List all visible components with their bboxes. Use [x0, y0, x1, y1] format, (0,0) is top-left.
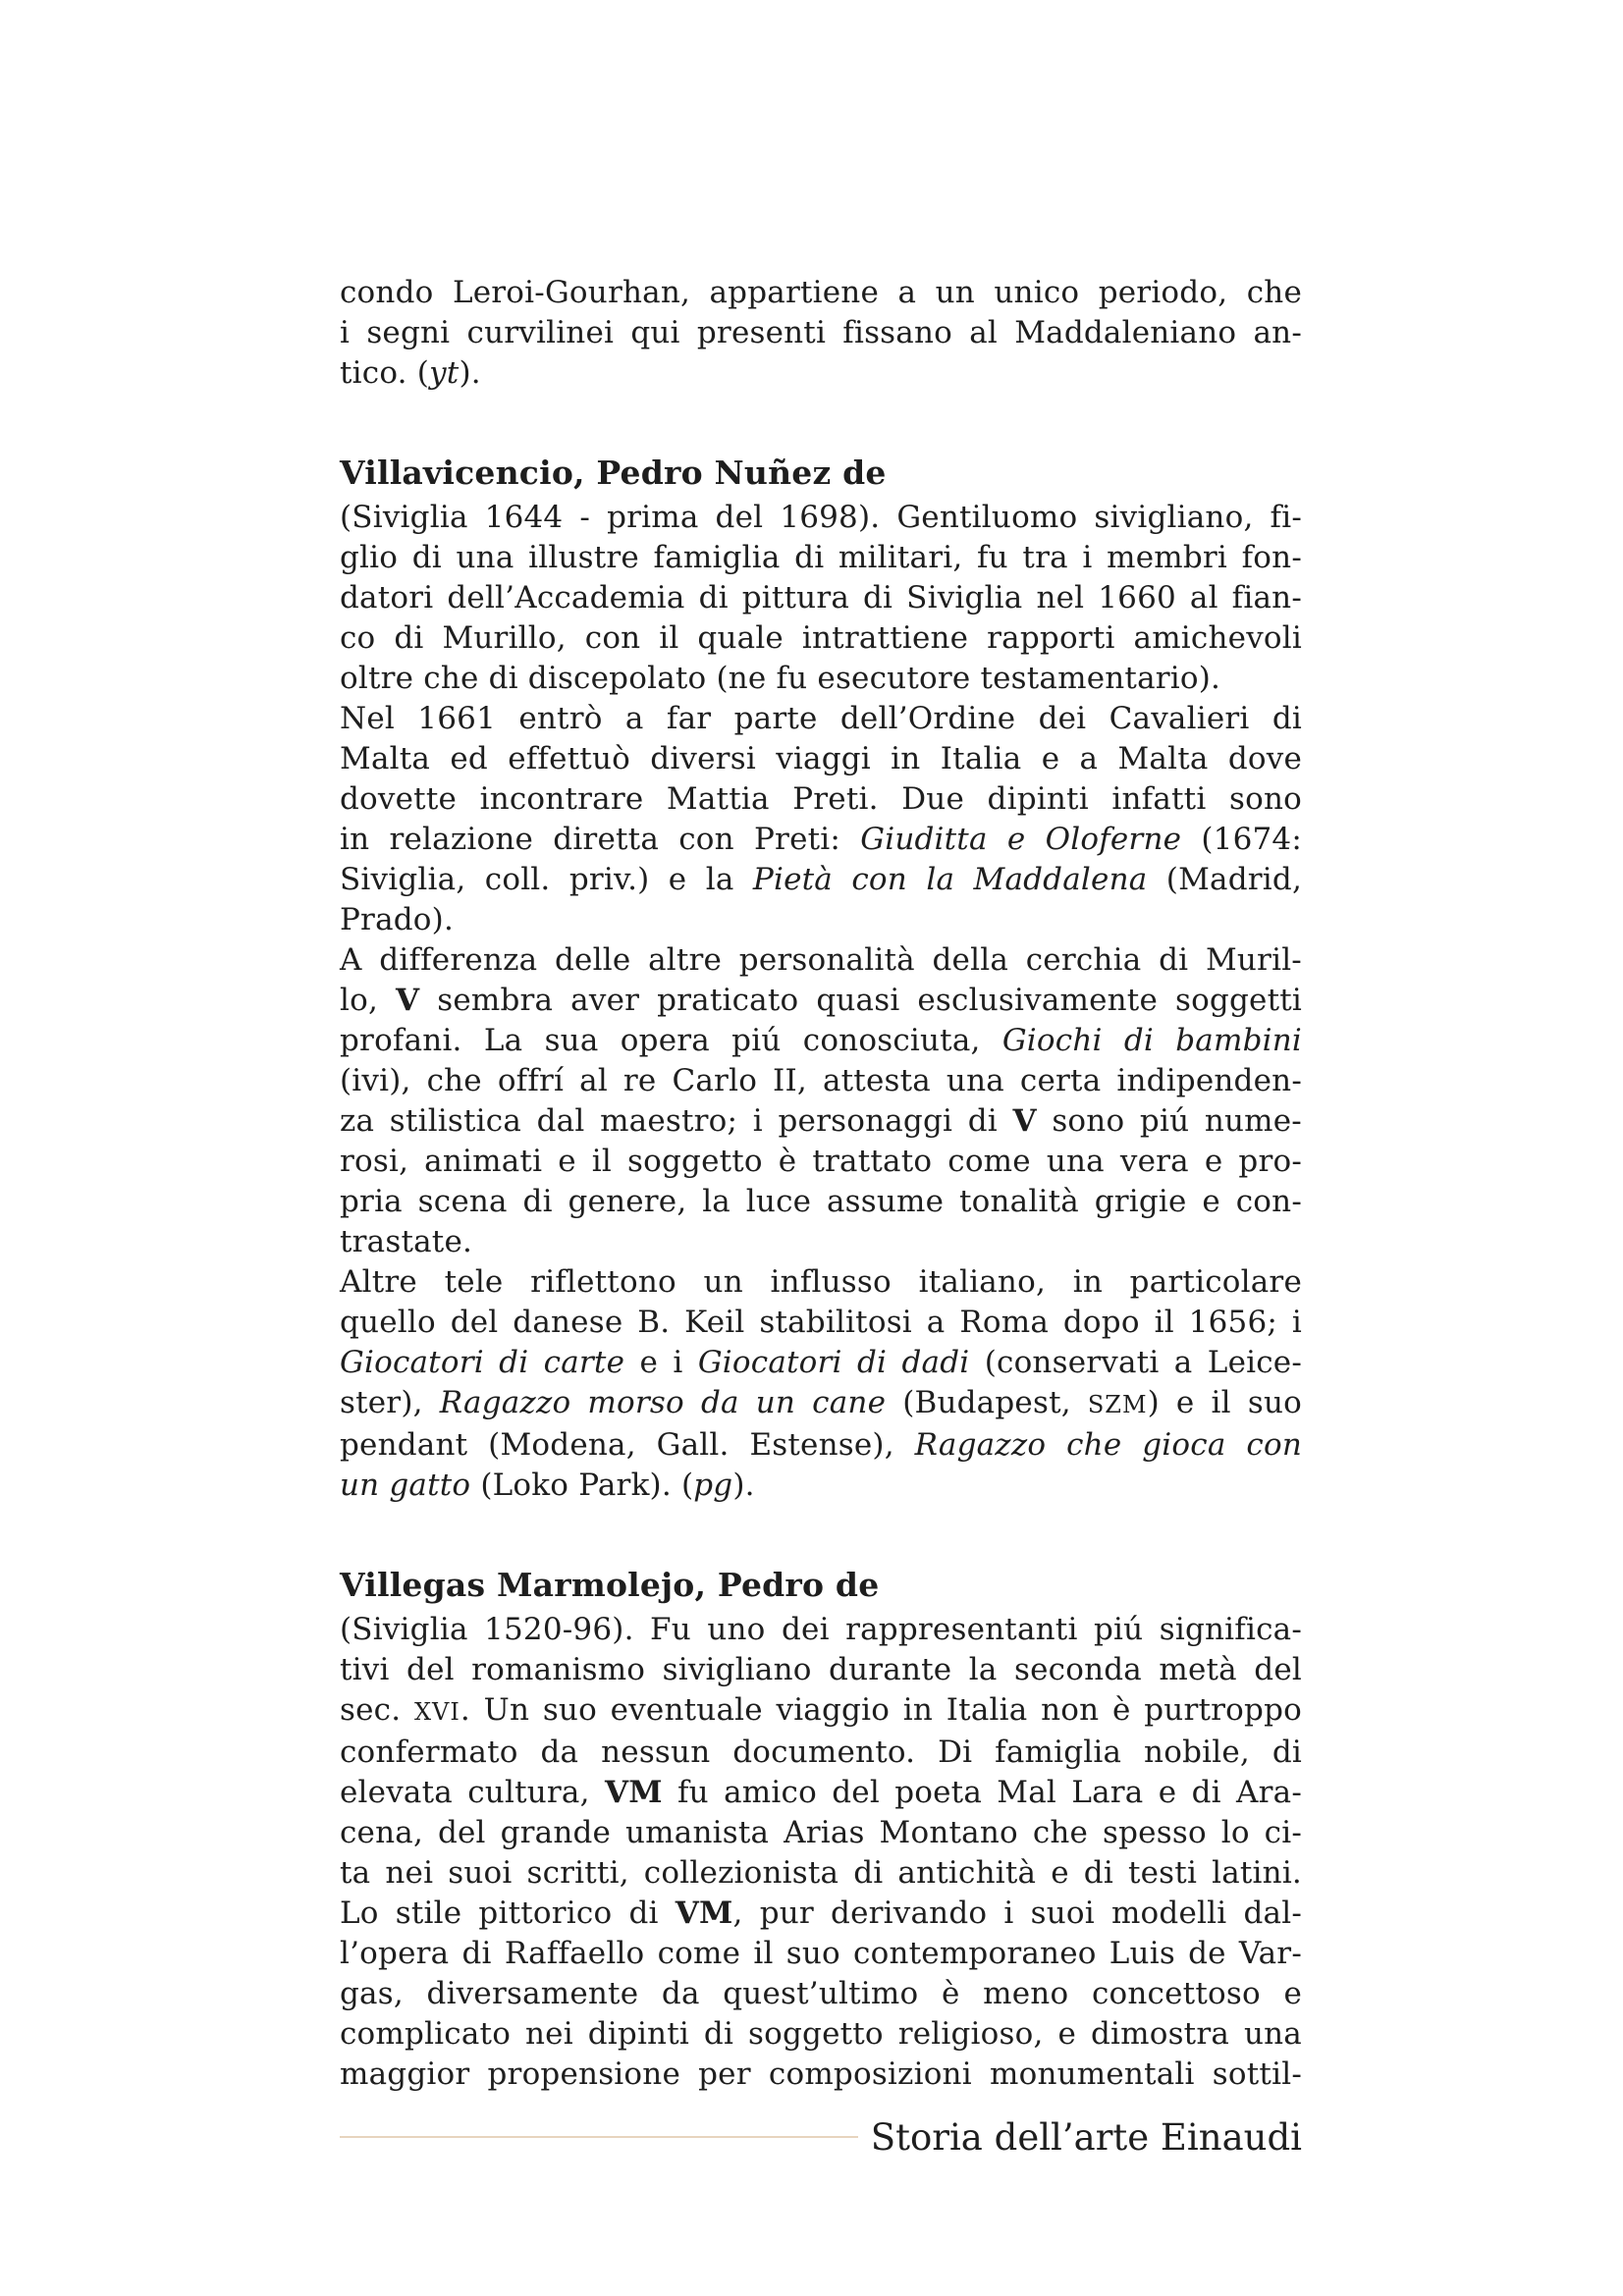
text-line: sec. XVI. Un suo eventuale viaggio in Italia non è purtroppo: [340, 1692, 1302, 1728]
museum-abbrev: SZM: [1087, 1391, 1148, 1418]
text-line: trastate.: [340, 1224, 473, 1259]
text-line: ta nei suoi scritti, collezionista di antichità e di testi latini.: [340, 1855, 1302, 1891]
text-line: glio di una illustre famiglia di militari, fu tra i membri fon-: [340, 540, 1302, 575]
author-signature: pg: [693, 1468, 733, 1503]
text-line: Siviglia, coll. priv.) e la Pietà con la Maddalena (Madrid,: [340, 862, 1302, 897]
text-line: tivi del romanismo sivigliano durante la seconda metà del: [340, 1652, 1302, 1687]
text-line: dovette incontrare Mattia Preti. Due dipinti infatti sono: [340, 781, 1302, 817]
text-line: Nel 1661 entrò a far parte dell’Ordine dei Cavalieri di: [340, 701, 1302, 736]
artist-abbrev: V: [396, 983, 420, 1018]
text-line: co di Murillo, con il quale intrattiene rapporti amichevoli: [340, 620, 1302, 656]
entry-title: Villavicencio, Pedro Nuñez de: [340, 454, 887, 492]
artwork-title: Giochi di bambini: [1001, 1023, 1303, 1058]
entry-villavicencio: [340, 451, 1302, 1506]
artwork-title: Ragazzo che gioca con: [914, 1427, 1302, 1463]
artist-abbrev: V: [1012, 1103, 1037, 1139]
text-line: un gatto (Loko Park). (pg).: [340, 1468, 755, 1503]
text-line: condo Leroi-Gourhan, appartiene a un unico periodo, che: [340, 275, 1302, 310]
text-line: Malta ed effettuò diversi viaggi in Italia e a Malta dove: [340, 741, 1302, 776]
text-line: ster), Ragazzo morso da un cane (Budapest, SZM) e il suo: [340, 1385, 1302, 1420]
text-line: i segni curvilinei qui presenti fissano al Maddaleniano an-: [340, 315, 1302, 350]
text-line: profani. La sua opera piú conosciuta, Giochi di bambini: [340, 1023, 1303, 1058]
text-line: Lo stile pittorico di VM, pur derivando i suoi modelli dal-: [340, 1896, 1302, 1931]
text-line: elevata cultura, VM fu amico del poeta Mal Lara e di Ara-: [340, 1775, 1303, 1810]
artwork-title: un gatto: [340, 1468, 471, 1503]
text-line: (ivi), che offrí al re Carlo II, attesta una certa indipenden-: [340, 1063, 1302, 1098]
text-line: za stilistica dal maestro; i personaggi di V sono piú nume-: [340, 1103, 1302, 1139]
text-line: oltre che di discepolato (ne fu esecutore testamentario).: [340, 661, 1221, 696]
text-line: confermato da nessun documento. Di famiglia nobile, di: [340, 1735, 1302, 1770]
text-line: pendant (Modena, Gall. Estense), Ragazzo che gioca con: [340, 1427, 1302, 1463]
text-line: datori dell’Accademia di pittura di Siviglia nel 1660 al fian-: [340, 580, 1302, 615]
text-line: gas, diversamente da quest’ultimo è meno concettoso e: [340, 1976, 1302, 2011]
text-line: tico. (yt).: [340, 355, 481, 391]
footer-publication-title: Storia dell’arte Einaudi: [870, 2116, 1302, 2159]
text-line: l’opera di Raffaello come il suo contemporaneo Luis de Var-: [340, 1936, 1302, 1971]
artwork-title: Giocatori di carte: [340, 1345, 625, 1380]
artwork-title: Giocatori di dadi: [697, 1345, 970, 1380]
text-line: A differenza delle altre personalità della cerchia di Muril-: [340, 942, 1302, 978]
author-signature: yt: [429, 355, 460, 391]
text-line: maggior propensione per composizioni monumentali sottil-: [340, 2056, 1302, 2092]
century-numeral: XVI: [413, 1698, 460, 1726]
text-line: rosi, animati e il soggetto è trattato come una vera e pro-: [340, 1144, 1302, 1179]
artist-abbrev: VM: [675, 1896, 733, 1931]
text-line: pria scena di genere, la luce assume tonalità grigie e con-: [340, 1184, 1302, 1219]
text-line: cena, del grande umanista Arias Montano che spesso lo ci-: [340, 1815, 1302, 1850]
entry-villegas: [340, 1563, 1302, 2095]
text-line: Giocatori di carte e i Giocatori di dadi (conservati a Leice-: [340, 1345, 1303, 1380]
text-line: lo, V sembra aver praticato quasi esclusivamente soggetti: [340, 983, 1302, 1018]
text-line: (Siviglia 1520-96). Fu uno dei rappresentanti piú significa-: [340, 1612, 1302, 1647]
artist-abbrev: VM: [604, 1775, 663, 1810]
entry-title: Villegas Marmolejo, Pedro de: [340, 1566, 880, 1604]
artwork-title: Ragazzo morso da un cane: [439, 1385, 887, 1420]
text-line: complicato nei dipinti di soggetto religioso, e dimostra una: [340, 2016, 1302, 2052]
text-line: Altre tele riflettono un influsso italiano, in particolare: [340, 1264, 1302, 1300]
page-text-column: [340, 273, 1302, 2095]
intro-paragraph: [340, 273, 1302, 394]
text-line: quello del danese B. Keil stabilitosi a Roma dopo il 1656; i: [340, 1305, 1302, 1340]
footer-rule: [340, 2136, 858, 2138]
text-line: (Siviglia 1644 - prima del 1698). Gentiluomo sivigliano, fi-: [340, 500, 1302, 535]
page-footer: [340, 2114, 1302, 2162]
artwork-title: Giuditta e Oloferne: [860, 822, 1182, 857]
text-line: in relazione diretta con Preti: Giuditta e Oloferne (1674:: [340, 822, 1302, 857]
artwork-title: Pietà con la Maddalena: [752, 862, 1148, 897]
text-line: Prado).: [340, 902, 455, 937]
